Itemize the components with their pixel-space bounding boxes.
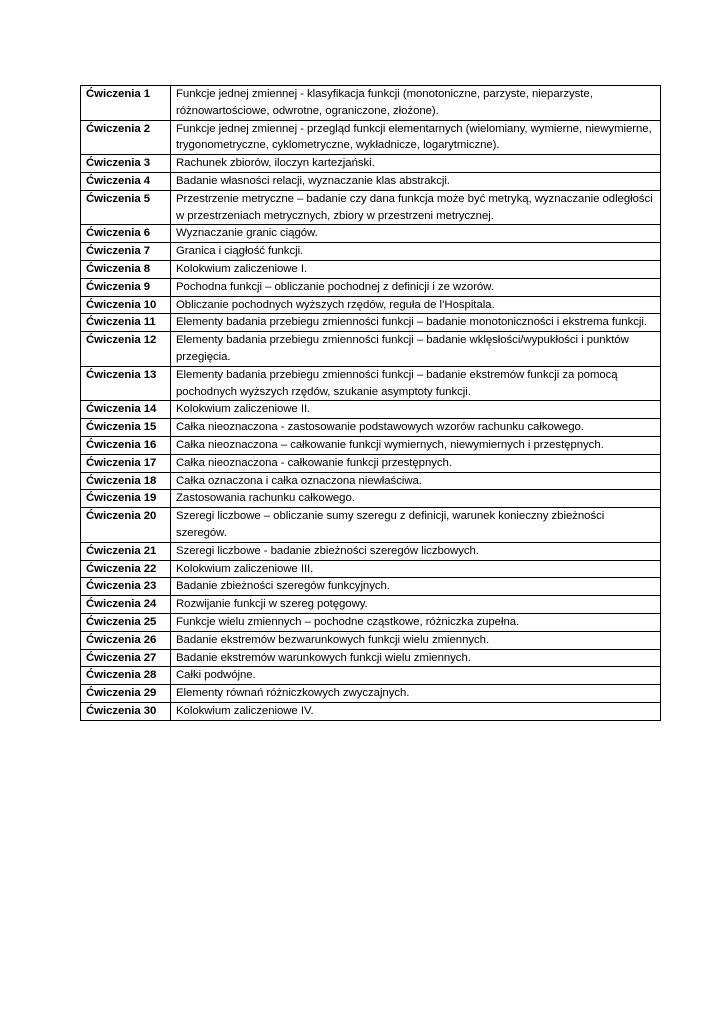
table-row (81, 401, 661, 419)
table-row (81, 419, 661, 437)
exercise-topic: Kolokwium zaliczeniowe II. (171, 401, 661, 419)
exercise-topic: Całka nieoznaczona - całkowanie funkcji przestępnych. (171, 454, 661, 472)
exercise-label: Ćwiczenia 7 (81, 243, 171, 261)
exercise-label: Ćwiczenia 13 (81, 366, 171, 401)
exercise-label: Ćwiczenia 24 (81, 596, 171, 614)
table-row (81, 490, 661, 508)
exercise-topic: Elementy badania przebiegu zmienności funkcji – badanie wklęsłości/wypukłości i punktów przegięcia. (171, 332, 661, 367)
exercise-label: Ćwiczenia 26 (81, 631, 171, 649)
exercise-label: Ćwiczenia 20 (81, 508, 171, 543)
table-row (81, 685, 661, 703)
exercise-topic: Wyznaczanie granic ciągów. (171, 225, 661, 243)
exercise-label: Ćwiczenia 9 (81, 278, 171, 296)
exercise-label: Ćwiczenia 1 (81, 86, 171, 121)
table-row (81, 578, 661, 596)
exercise-topic: Badanie własności relacji, wyznaczanie klas abstrakcji. (171, 172, 661, 190)
exercise-topic: Kolokwium zaliczeniowe III. (171, 560, 661, 578)
exercise-topic: Funkcje jednej zmiennej - klasyfikacja funkcji (monotoniczne, parzyste, nieparzyste, różnowartościowe, odwrotne, ograniczone, złożone). (171, 86, 661, 121)
exercise-topic: Szeregi liczbowe – obliczanie sumy szeregu z definicji, warunek konieczny zbieżności szeregów. (171, 508, 661, 543)
exercise-label: Ćwiczenia 10 (81, 296, 171, 314)
table-row (81, 172, 661, 190)
exercise-label: Ćwiczenia 23 (81, 578, 171, 596)
exercise-label: Ćwiczenia 4 (81, 172, 171, 190)
table-row (81, 508, 661, 543)
exercise-label: Ćwiczenia 25 (81, 613, 171, 631)
table-row (81, 702, 661, 720)
exercise-topic: Rozwijanie funkcji w szereg potęgowy. (171, 596, 661, 614)
exercise-label: Ćwiczenia 22 (81, 560, 171, 578)
exercise-topic: Całka nieoznaczona – całkowanie funkcji wymiernych, niewymiernych i przestępnych. (171, 436, 661, 454)
exercise-label: Ćwiczenia 27 (81, 649, 171, 667)
table-row (81, 560, 661, 578)
table-row (81, 296, 661, 314)
exercise-label: Ćwiczenia 6 (81, 225, 171, 243)
table-row (81, 366, 661, 401)
exercise-topic: Funkcje wielu zmiennych – pochodne cząstkowe, różniczka zupełna. (171, 613, 661, 631)
table-row (81, 613, 661, 631)
exercise-label: Ćwiczenia 15 (81, 419, 171, 437)
table-row (81, 472, 661, 490)
table-row (81, 86, 661, 121)
table-row (81, 190, 661, 225)
exercise-topic: Całka nieoznaczona - zastosowanie podstawowych wzorów rachunku całkowego. (171, 419, 661, 437)
exercise-topic: Pochodna funkcji – obliczanie pochodnej z definicji i ze wzorów. (171, 278, 661, 296)
exercise-topic: Funkcje jednej zmiennej - przegląd funkcji elementarnych (wielomiany, wymierne, niewymierne, trygonometryczne, cyklometryczne, wykładnicze, logarytmiczne). (171, 120, 661, 155)
table-row (81, 454, 661, 472)
exercise-topic: Obliczanie pochodnych wyższych rzędów, reguła de l’Hospitala. (171, 296, 661, 314)
table-row (81, 260, 661, 278)
exercise-topic: Elementy badania przebiegu zmienności funkcji – badanie ekstremów funkcji za pomocą pochodnych wyższych rzędów, szukanie asymptoty funkcji. (171, 366, 661, 401)
table-row (81, 120, 661, 155)
table-row (81, 649, 661, 667)
exercise-topic: Rachunek zbiorów, iloczyn kartezjański. (171, 155, 661, 173)
exercise-topic: Całka oznaczona i całka oznaczona niewłaściwa. (171, 472, 661, 490)
exercise-label: Ćwiczenia 2 (81, 120, 171, 155)
exercise-label: Ćwiczenia 18 (81, 472, 171, 490)
exercise-label: Ćwiczenia 30 (81, 702, 171, 720)
exercise-topic: Badanie ekstremów warunkowych funkcji wielu zmiennych. (171, 649, 661, 667)
exercise-label: Ćwiczenia 8 (81, 260, 171, 278)
exercise-topic: Kolokwium zaliczeniowe IV. (171, 702, 661, 720)
exercise-topic: Szeregi liczbowe - badanie zbieżności szeregów liczbowych. (171, 542, 661, 560)
exercise-label: Ćwiczenia 21 (81, 542, 171, 560)
table-row (81, 243, 661, 261)
exercise-topic: Kolokwium zaliczeniowe I. (171, 260, 661, 278)
table-row (81, 314, 661, 332)
schedule-body (81, 86, 661, 721)
exercise-topic: Całki podwójne. (171, 667, 661, 685)
exercise-label: Ćwiczenia 3 (81, 155, 171, 173)
exercise-topic: Granica i ciągłość funkcji. (171, 243, 661, 261)
exercise-topic: Przestrzenie metryczne – badanie czy dana funkcja może być metryką, wyznaczanie odległości w przestrzeniach metrycznych, zbiory w przestrzeni metrycznej. (171, 190, 661, 225)
table-row (81, 225, 661, 243)
table-row (81, 596, 661, 614)
table-row (81, 631, 661, 649)
exercise-label: Ćwiczenia 19 (81, 490, 171, 508)
exercise-label: Ćwiczenia 12 (81, 332, 171, 367)
exercise-label: Ćwiczenia 5 (81, 190, 171, 225)
exercise-label: Ćwiczenia 28 (81, 667, 171, 685)
exercise-label: Ćwiczenia 29 (81, 685, 171, 703)
table-row (81, 332, 661, 367)
exercise-topic: Badanie ekstremów bezwarunkowych funkcji wielu zmiennych. (171, 631, 661, 649)
table-row (81, 667, 661, 685)
exercise-topic: Badanie zbieżności szeregów funkcyjnych. (171, 578, 661, 596)
table-row (81, 542, 661, 560)
exercise-label: Ćwiczenia 17 (81, 454, 171, 472)
table-row (81, 155, 661, 173)
exercise-topic: Elementy równań różniczkowych zwyczajnych. (171, 685, 661, 703)
exercise-label: Ćwiczenia 16 (81, 436, 171, 454)
table-row (81, 436, 661, 454)
exercise-topic: Elementy badania przebiegu zmienności funkcji – badanie monotoniczności i ekstrema funkcji. (171, 314, 661, 332)
exercise-topic: Zastosowania rachunku całkowego. (171, 490, 661, 508)
exercise-label: Ćwiczenia 11 (81, 314, 171, 332)
exercise-schedule-table (80, 85, 661, 721)
exercise-label: Ćwiczenia 14 (81, 401, 171, 419)
table-row (81, 278, 661, 296)
